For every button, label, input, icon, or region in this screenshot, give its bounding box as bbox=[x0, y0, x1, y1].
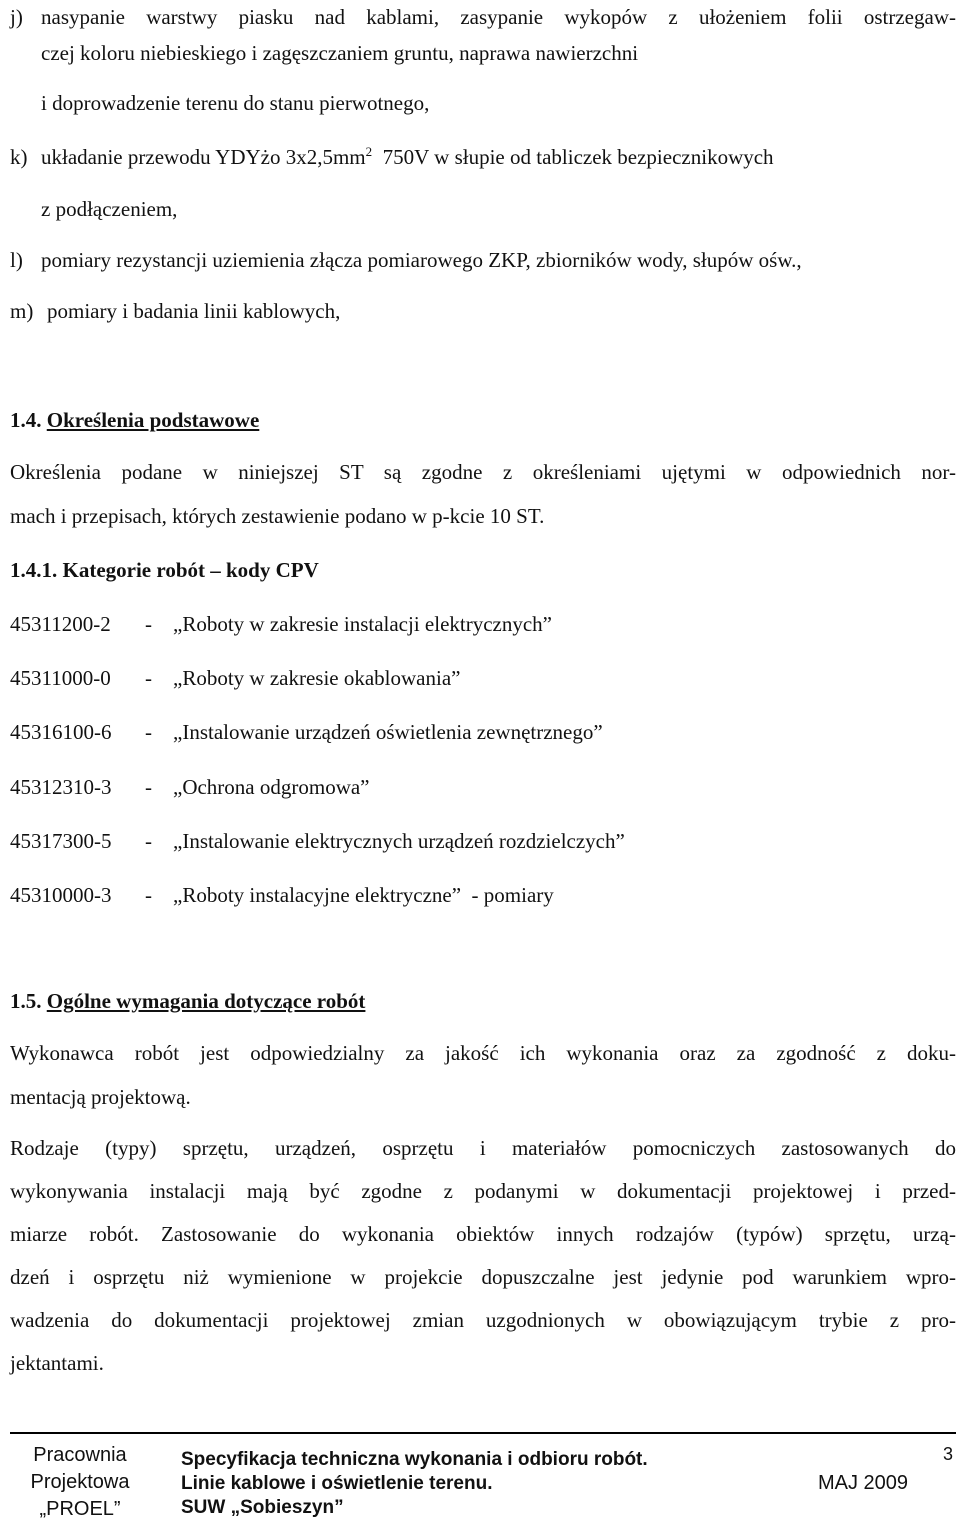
cpv-description: „Instalowanie elektrycznych urządzeń rozdzielczych” bbox=[173, 829, 625, 853]
cpv-separator: - bbox=[145, 883, 152, 907]
cpv-separator: - bbox=[145, 666, 152, 690]
list-text-line: czej koloru niebieskiego i zagęszczaniem gruntu, naprawa nawierzchni bbox=[41, 41, 639, 65]
paragraph-line: Rodzaje (typy) sprzętu, urządzeń, osprzętu i materiałów pomocniczych zastosowanych do bbox=[10, 1136, 956, 1160]
list-marker: l) bbox=[10, 248, 23, 272]
section-1-4-heading bbox=[10, 407, 259, 433]
paragraph-line: mach i przepisach, których zestawienie podano w p-kcie 10 ST. bbox=[10, 504, 545, 528]
paragraph-line: wadzenia do dokumentacji projektowej zmian uzgodnionych w obowiązującym trybie z pro- bbox=[10, 1308, 956, 1332]
paragraph-line: Określenia podane w niniejszej ST są zgodne z określeniami ujętymi w odpowiednich nor- bbox=[10, 460, 956, 484]
section-number: 1.4. bbox=[10, 408, 42, 432]
cpv-code: 45311000-0 bbox=[10, 666, 111, 690]
paragraph-line: jektantami. bbox=[10, 1351, 104, 1375]
paragraph-line: Wykonawca robót jest odpowiedzialny za jakość ich wykonania oraz za zgodność z doku- bbox=[10, 1041, 956, 1065]
list-text-line: pomiary i badania linii kablowych, bbox=[47, 299, 341, 323]
footer-company bbox=[10, 1442, 150, 1523]
list-text-line: i doprowadzenie terenu do stanu pierwotnego, bbox=[41, 91, 430, 115]
section-number: 1.5. bbox=[10, 989, 42, 1013]
list-text-line: pomiary rezystancji uziemienia złącza pomiarowego ZKP, zbiorników wody, słupów ośw., bbox=[41, 248, 802, 272]
cpv-separator: - bbox=[145, 720, 152, 744]
list-marker: k) bbox=[10, 145, 28, 169]
paragraph-line: mentacją projektową. bbox=[10, 1085, 191, 1109]
cpv-description: „Roboty w zakresie instalacji elektrycznych” bbox=[173, 612, 553, 636]
section-1-5-heading bbox=[10, 988, 365, 1014]
footer-title-line: SUW „Sobieszyn” bbox=[181, 1497, 344, 1518]
cpv-description: „Roboty instalacyjne elektryczne” - pomiary bbox=[173, 883, 554, 907]
cpv-description: „Instalowanie urządzeń oświetlenia zewnętrznego” bbox=[173, 720, 603, 744]
list-text-line: nasypanie warstwy piasku nad kablami, zasypanie wykopów z ułożeniem folii ostrzegaw- bbox=[41, 5, 956, 29]
cpv-code: 45310000-3 bbox=[10, 883, 112, 907]
section-title: Określenia podstawowe bbox=[46, 408, 260, 432]
list-marker: j) bbox=[10, 5, 23, 29]
footer-title-line: Linie kablowe i oświetlenie terenu. bbox=[181, 1473, 493, 1494]
footer-divider bbox=[10, 1432, 956, 1434]
footer-title-line: Specyfikacja techniczna wykonania i odbioru robót. bbox=[181, 1449, 648, 1470]
cpv-code: 45312310-3 bbox=[10, 775, 112, 799]
cpv-code: 45317300-5 bbox=[10, 829, 112, 853]
footer-document-title bbox=[181, 1448, 648, 1520]
list-text-line: układanie przewodu YDYżo $3x2,5mm^2$ 750V w słupie od tabliczek bezpiecznikowych bbox=[41, 144, 774, 169]
paragraph-line: dzeń i osprzętu niż wymienione w projekcie dopuszczalne jest jedynie pod warunkiem wpro- bbox=[10, 1265, 956, 1289]
list-marker: m) bbox=[10, 299, 34, 323]
list-text-line: z podłączeniem, bbox=[41, 197, 178, 221]
cpv-separator: - bbox=[145, 612, 152, 636]
cpv-separator: - bbox=[145, 829, 152, 853]
footer-company-line: „PROEL” bbox=[39, 1498, 121, 1520]
section-title: Ogólne wymagania dotyczące robót bbox=[46, 989, 366, 1013]
footer-company-line: Projektowa bbox=[30, 1471, 130, 1493]
paragraph-line: miarze robót. Zastosowanie do wykonania obiektów innych rodzajów (typów) sprzętu, urzą- bbox=[10, 1222, 956, 1246]
cpv-separator: - bbox=[145, 775, 152, 799]
paragraph-line: wykonywania instalacji mają być zgodne z podanymi w dokumentacji projektowej i przed- bbox=[10, 1179, 956, 1203]
cpv-code: 45316100-6 bbox=[10, 720, 112, 744]
section-1-4-1-heading: 1.4.1. Kategorie robót – kody CPV bbox=[10, 558, 319, 582]
cpv-description: „Ochrona odgromowa” bbox=[173, 775, 370, 799]
footer-date: MAJ 2009 bbox=[818, 1472, 909, 1494]
cpv-description: „Roboty w zakresie okablowania” bbox=[173, 666, 461, 690]
page-number: 3 bbox=[943, 1444, 954, 1464]
cpv-code: 45311200-2 bbox=[10, 612, 111, 636]
footer-company-line: Pracownia bbox=[33, 1444, 127, 1466]
